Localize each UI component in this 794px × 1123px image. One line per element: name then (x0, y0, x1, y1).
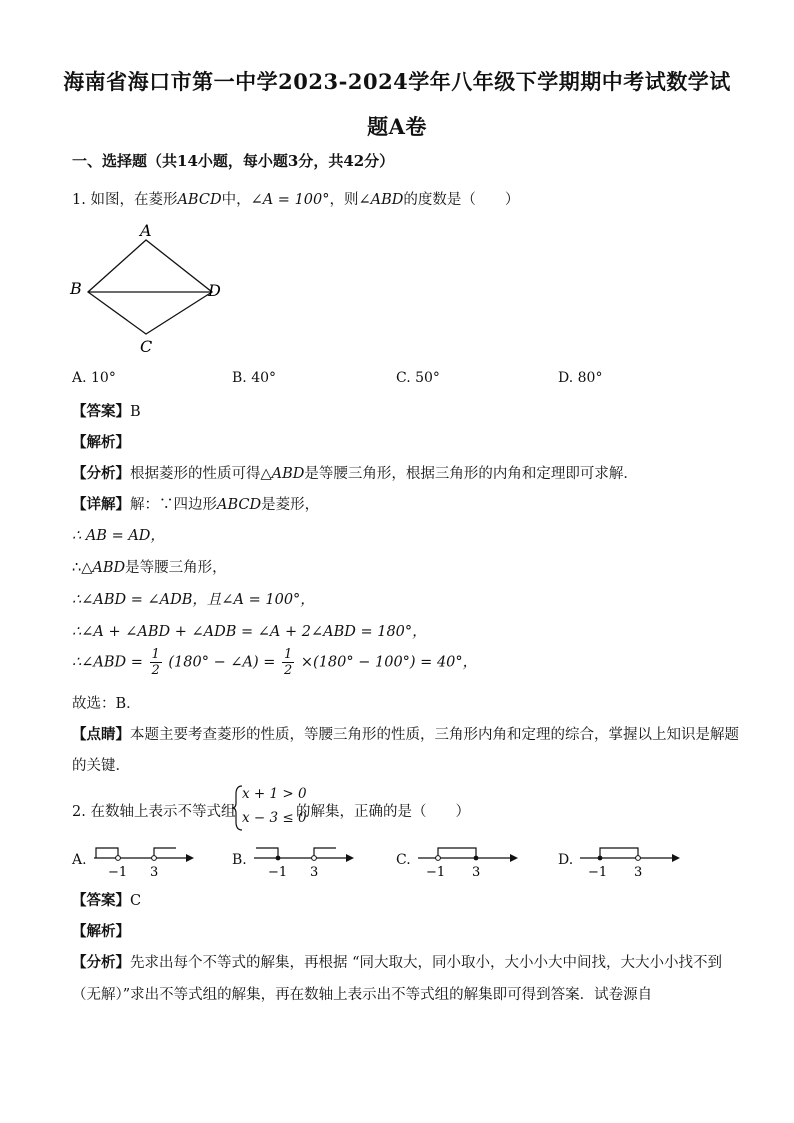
fenxi-math: △ABD (260, 466, 305, 482)
q1-option-d: D. 80° (558, 370, 603, 386)
q2-stem-end: 的解集，正确的是（ ） (296, 804, 470, 820)
xiangjie-text: 是菱形， (261, 497, 320, 513)
fraction-numerator: 1 (284, 647, 293, 662)
section-heading: 一、选择题（共14小题，每小题3分，共42分） (72, 152, 395, 170)
fraction-half (282, 648, 294, 677)
q2-option-d-numberline (576, 840, 686, 880)
inequality-1: x + 1 > 0 (242, 786, 307, 802)
step-text: ∴∠ABD = (72, 654, 143, 671)
fenxi-tag: 【分析】 (72, 465, 130, 482)
fraction-denominator: 2 (284, 663, 293, 678)
xiangjie-math: ABCD (217, 497, 262, 513)
document-title-line2: 题A卷 (367, 114, 427, 139)
q2-option-c-numberline (414, 840, 524, 880)
fenxi-text: 是等腰三角形，根据三角形的内角和定理即可求解． (304, 466, 638, 482)
q1-option-a: A. 10° (72, 370, 116, 386)
document-title-line1: 海南省海口市第一中学2023-2024学年八年级下学期期中考试数学试 (63, 69, 731, 94)
step-math: △ABD (81, 560, 126, 576)
tick-label: −1 (268, 865, 288, 880)
q2-option-c-label: C. (396, 852, 411, 868)
q2-option-d-label: D. (558, 852, 574, 868)
q1-stem-text: 1. 如图，在菱形 (72, 192, 178, 208)
q1-option-c: C. 50° (396, 370, 440, 386)
q1-step-1: ∴ AB = AD， (72, 528, 165, 544)
q1-stem-math: ∠A = 100° (250, 192, 330, 208)
q1-answer (72, 400, 141, 421)
rhombus-shape (88, 240, 212, 334)
answer-value: C (130, 893, 142, 909)
q1-step-3: ∴∠ABD = ∠ADB，且∠A = 100°， (72, 592, 315, 608)
q1-stem-math: ∠ABD (358, 192, 404, 208)
xiangjie-text: 解：∵四边形 (130, 497, 217, 513)
tick-label: −1 (588, 865, 608, 880)
step-text: ∴ (72, 560, 82, 576)
inequality-2: x − 3 ≤ 0 (242, 810, 307, 826)
q2-option-b-numberline (250, 840, 360, 880)
fraction-half (150, 648, 162, 677)
q1-fenxi (72, 462, 638, 483)
q1-stem-text: ，则 (329, 192, 359, 208)
q1-option-b: B. 40° (232, 370, 277, 386)
q1-stem-math: ABCD (177, 192, 222, 208)
step-text: ×(180° − 100°) = 40°， (300, 654, 478, 671)
q2-stem-start: 2. 在数轴上表示不等式组 (72, 804, 236, 820)
q1-dianjing (72, 723, 739, 744)
q2-answer (72, 889, 141, 910)
xiangjie-tag: 【详解】 (72, 496, 130, 513)
dianjing-text: 本题主要考查菱形的性质，等腰三角形的性质，三角形内角和定理的综合，掌握以上知识是解题 (130, 727, 739, 743)
tick-label: 3 (634, 865, 643, 880)
answer-value: B (130, 404, 141, 420)
vertex-label-d: D (208, 281, 221, 300)
fenxi-text: 先求出每个不等式的解集，再根据 “同大取大，同小取小，大小小大中间找，大大小小找不到 (130, 955, 723, 971)
analysis-tag: 【解析】 (72, 923, 130, 940)
step-text: (180° − ∠A) = (168, 654, 276, 671)
dianjing-tag: 【点睛】 (72, 726, 130, 743)
tick-label: −1 (108, 865, 128, 880)
q1-stem-text: 的度数是（ ） (403, 192, 520, 208)
q1-stem (72, 188, 519, 209)
q1-conclusion: 故选：B． (72, 696, 141, 712)
rhombus-figure (64, 218, 234, 358)
answer-tag: 【答案】 (72, 403, 130, 420)
step-text: 是等腰三角形， (125, 560, 227, 576)
q2-fenxi-cont: （无解）”求出不等式组的解集，再在数轴上表示出不等式组的解集即可得到答案．试卷源自 (72, 987, 653, 1003)
tick-label: 3 (472, 865, 481, 880)
vertex-label-b: B (70, 279, 82, 298)
q1-dianjing-cont: 的关键． (72, 758, 130, 774)
tick-label: 3 (150, 865, 159, 880)
q1-step-4: ∴∠A + ∠ABD + ∠ADB = ∠A + 2∠ABD = 180°， (72, 624, 427, 640)
fraction-numerator: 1 (151, 647, 160, 662)
fenxi-tag: 【分析】 (72, 954, 130, 971)
q1-xiangjie (72, 493, 319, 514)
fraction-denominator: 2 (151, 663, 160, 678)
fenxi-text: 根据菱形的性质可得 (130, 466, 261, 482)
tick-label: −1 (426, 865, 446, 880)
q2-option-a-label: A. (72, 852, 87, 868)
q1-step-2 (72, 556, 227, 577)
tick-label: 3 (310, 865, 319, 880)
q2-option-b-label: B. (232, 852, 247, 868)
q1-step-5 (72, 648, 477, 677)
q1-stem-text: 中， (221, 192, 251, 208)
q2-fenxi (72, 951, 722, 972)
q2-option-a-numberline (90, 840, 200, 880)
answer-tag: 【答案】 (72, 892, 130, 909)
analysis-tag: 【解析】 (72, 434, 130, 451)
vertex-label-a: A (140, 221, 152, 240)
q2-analysis-heading (72, 920, 130, 941)
vertex-label-c: C (140, 337, 153, 356)
q1-analysis-heading (72, 431, 130, 452)
